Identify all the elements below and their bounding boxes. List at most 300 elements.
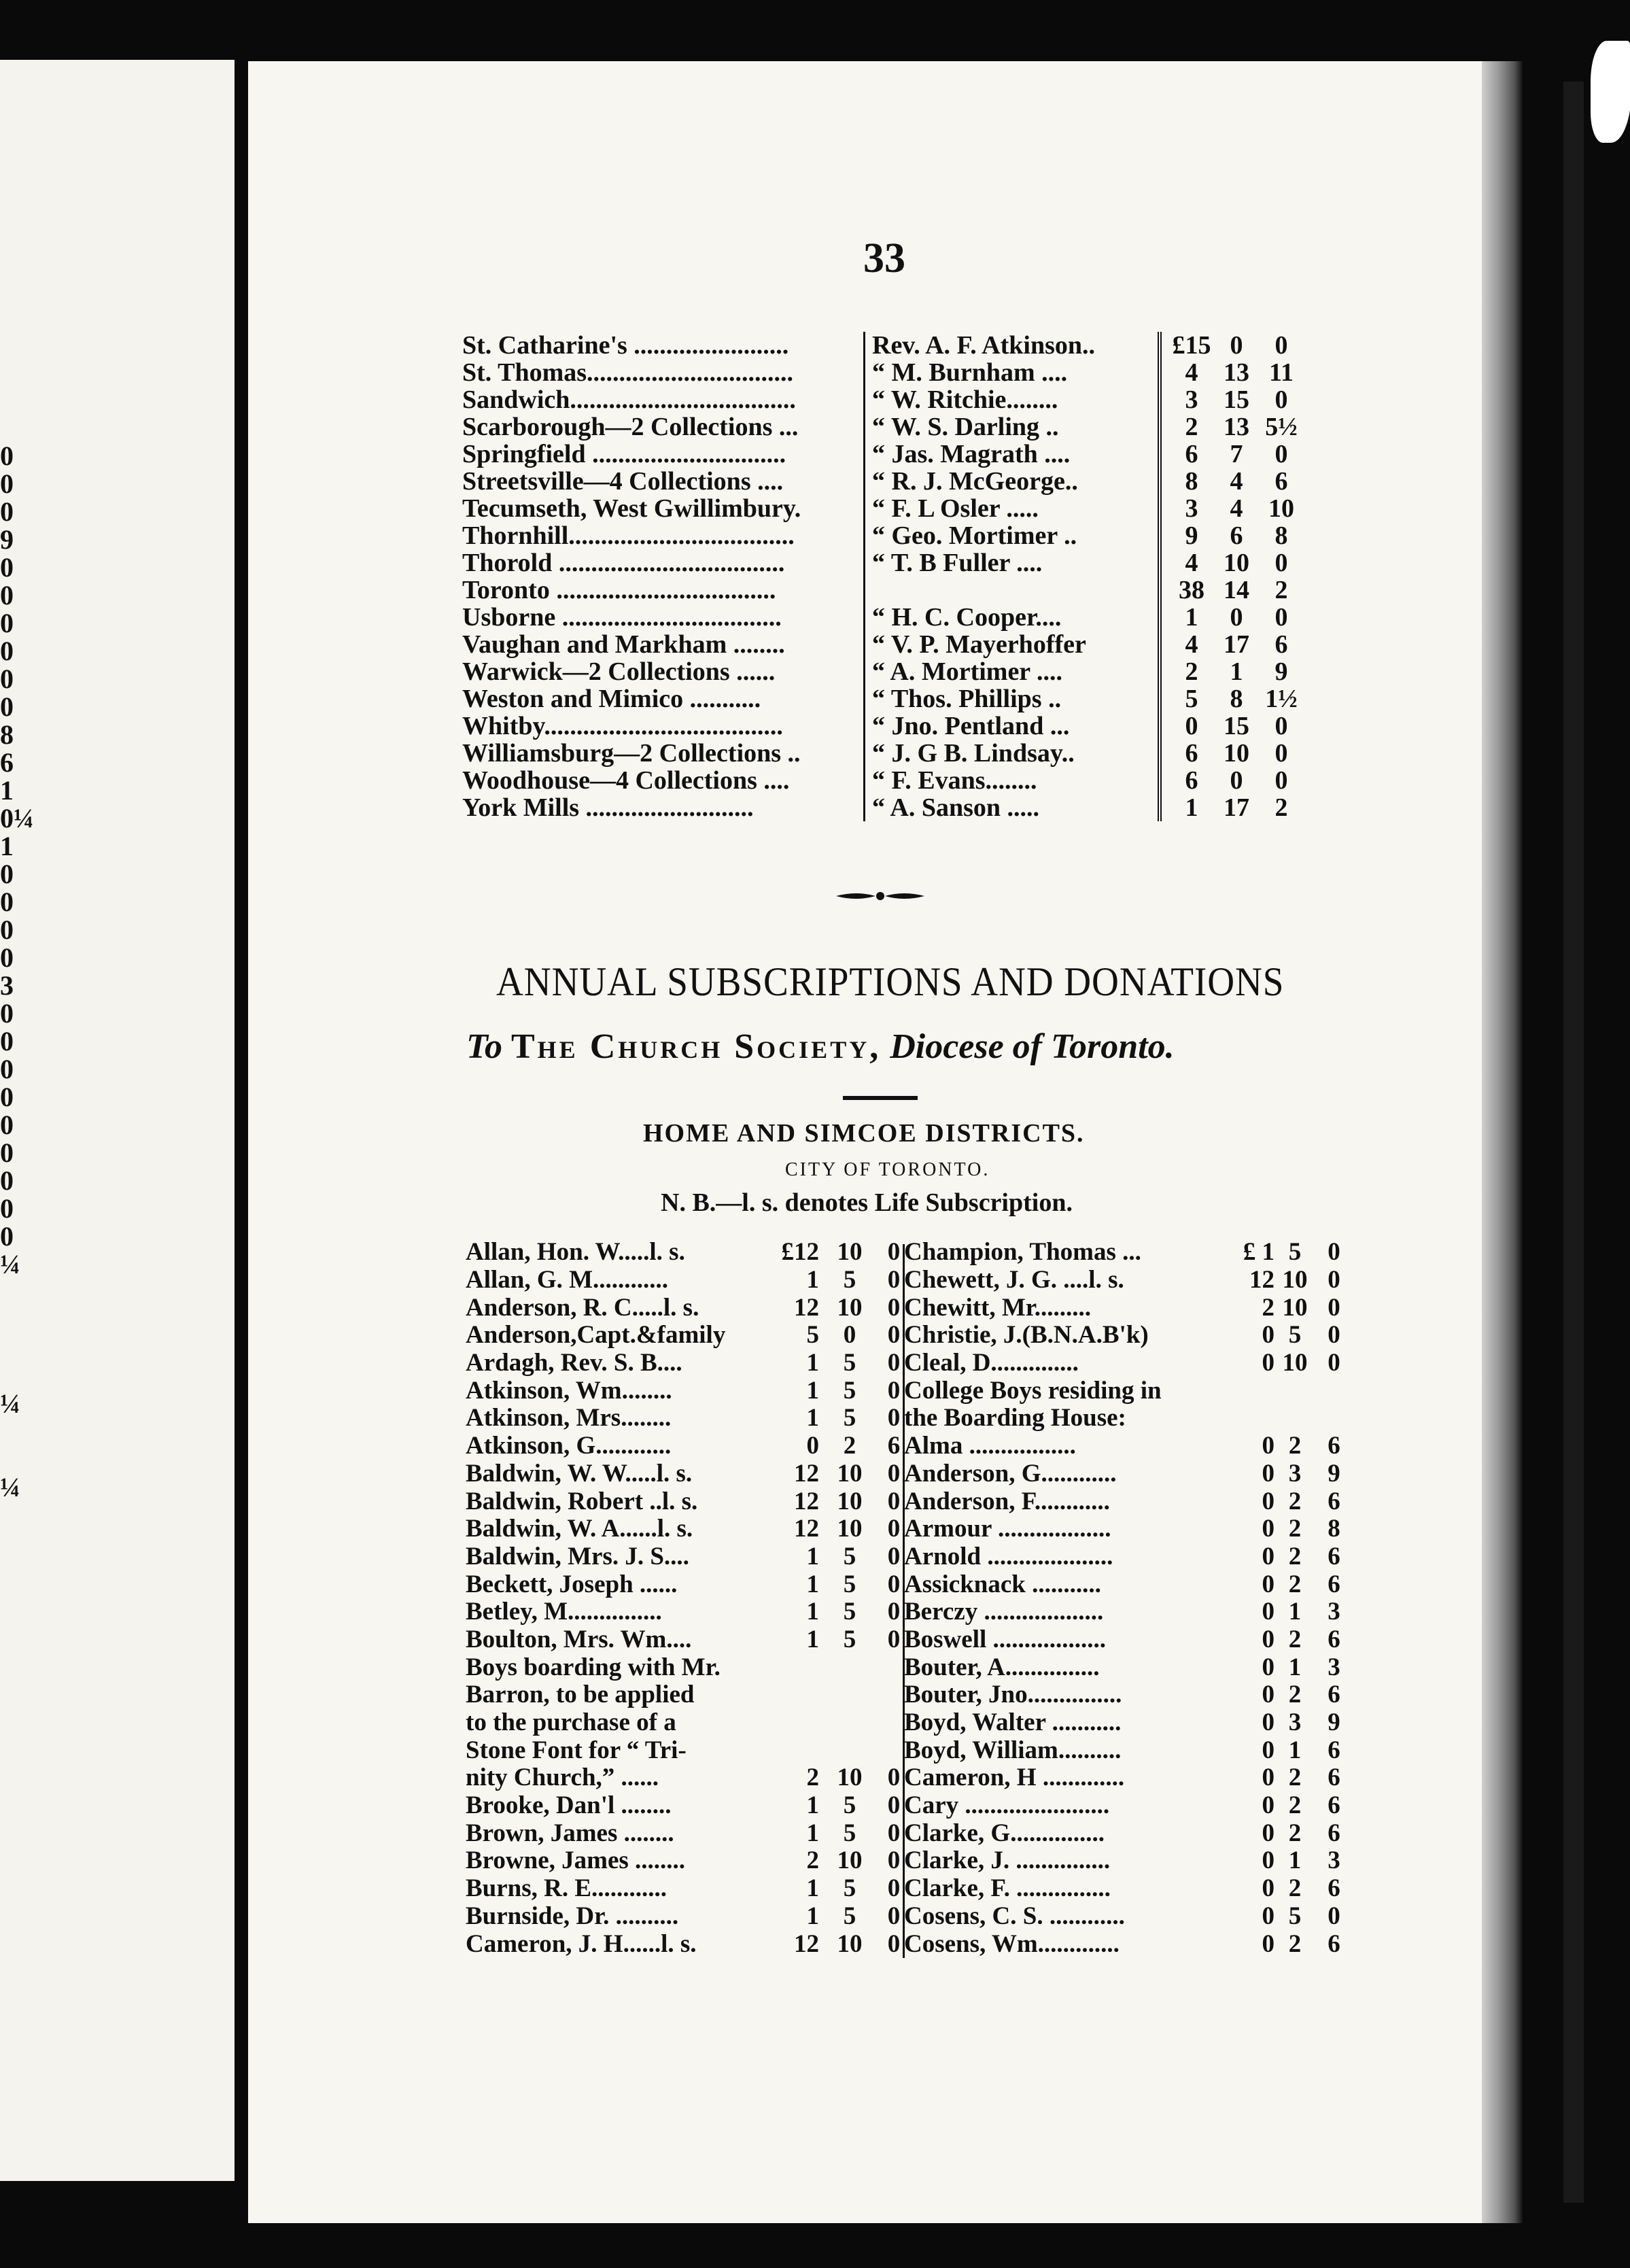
subscriber-amount — [1224, 1294, 1359, 1322]
amount-pounds: 1 — [806, 1376, 819, 1405]
subscriber-name: Chewitt, Mr......... — [904, 1293, 1092, 1322]
amount-pounds: 8 — [1185, 467, 1198, 496]
edge-figure — [0, 1334, 27, 1362]
subscriber-name: Allan, G. M............ — [466, 1266, 669, 1294]
subscriber-name: Baldwin, W. A......l. s. — [466, 1515, 693, 1543]
parish-place: Tecumseth, West Gwillimbury. — [462, 494, 801, 523]
amount-pounds: 2 — [806, 1764, 819, 1792]
parish-amount — [1160, 767, 1311, 794]
amount-shillings: 5 — [843, 1819, 856, 1847]
amount-pounds: 0 — [1262, 1681, 1274, 1709]
subscriber-name: Beckett, Joseph ...... — [466, 1570, 678, 1598]
amount-shillings: 14 — [1224, 576, 1249, 604]
parish-place: Thornhill................................... — [462, 521, 795, 550]
amount-pounds: 4 — [1185, 549, 1198, 577]
parish-amount — [1160, 685, 1311, 712]
subscriber-name: Atkinson, G............ — [466, 1432, 672, 1460]
amount-shillings: 10 — [1224, 549, 1249, 577]
subscriber-row — [466, 1488, 918, 1515]
amount-shillings: 10 — [837, 1846, 863, 1875]
subscriber-row — [466, 1432, 918, 1460]
subscriber-row — [904, 1405, 1359, 1432]
amount-pence: 0 — [1274, 440, 1288, 468]
amount-shillings: 3 — [1288, 1459, 1302, 1488]
amount-pence: 0 — [1274, 766, 1288, 795]
parish-row — [462, 712, 1311, 740]
subscriber-amount — [765, 1570, 918, 1598]
amount-pounds: 6 — [1185, 766, 1198, 795]
subscriber-amount — [765, 1322, 918, 1350]
parish-minister: “ Geo. Mortimer .. — [865, 522, 1160, 549]
subscriber-row — [466, 1350, 918, 1377]
amount-pence: 0 — [1328, 1293, 1340, 1322]
parish-minister: “ H. C. Cooper.... — [865, 604, 1160, 631]
section-subheading — [466, 1027, 1175, 1067]
amount-pence: 0 — [887, 1570, 901, 1598]
subscriber-amount — [765, 1709, 918, 1737]
amount-pounds: 0 — [1262, 1598, 1274, 1626]
edge-figure — [0, 1278, 27, 1306]
parish-amount — [1160, 740, 1311, 767]
amount-pence: 6 — [1328, 1681, 1340, 1709]
subscriptions-right-column — [904, 1239, 1359, 1958]
subscriber-name: Betley, M............... — [466, 1598, 662, 1626]
parish-amount — [1160, 604, 1311, 631]
parish-collections-table — [462, 332, 1311, 821]
parish-amount — [1160, 522, 1311, 549]
amount-pence: 0 — [1274, 549, 1288, 577]
subscriber-row — [466, 1653, 918, 1681]
subscriber-name: Cleal, D.............. — [904, 1349, 1079, 1377]
amount-pounds: 0 — [1262, 1459, 1274, 1488]
amount-pence: 6 — [1328, 1736, 1340, 1764]
subscriber-row — [904, 1626, 1359, 1654]
parish-minister: “ M. Burnham .... — [865, 359, 1160, 386]
subscriber-name: Anderson, G............ — [904, 1459, 1117, 1488]
edge-figure: 0 — [0, 580, 14, 611]
amount-shillings: 10 — [837, 1238, 863, 1267]
amount-pounds: 0 — [1262, 1432, 1274, 1460]
amount-pounds: 3 — [1185, 385, 1198, 414]
subscriber-name: Christie, J.(B.N.A.B'k) — [904, 1321, 1149, 1350]
amount-pence: 6 — [1328, 1819, 1340, 1847]
amount-pounds: 0 — [1262, 1515, 1274, 1543]
edge-figure: 6 — [0, 747, 14, 778]
subscriber-amount — [1224, 1875, 1359, 1903]
subscriber-amount — [1224, 1598, 1359, 1626]
subscriber-row — [904, 1709, 1359, 1737]
edge-figure: ¼ — [0, 1472, 20, 1502]
subscriber-row — [466, 1322, 918, 1350]
subscriber-name: Assicknack ........... — [904, 1570, 1101, 1598]
amount-pounds: 1 — [806, 1349, 819, 1377]
subscriber-row — [466, 1570, 918, 1598]
subscriber-amount — [1224, 1515, 1359, 1543]
amount-shillings: 13 — [1224, 358, 1249, 387]
amount-pence: 6 — [1328, 1791, 1340, 1820]
edge-figure: 0 — [0, 1193, 14, 1224]
subscriber-name: Browne, James ........ — [466, 1846, 686, 1875]
amount-pounds: 0 — [1262, 1929, 1274, 1958]
amount-pence: 0 — [887, 1846, 901, 1875]
subscriber-amount — [1224, 1792, 1359, 1820]
subscriber-amount — [1224, 1322, 1359, 1350]
subscriber-row — [904, 1515, 1359, 1543]
subscriber-amount — [765, 1764, 918, 1792]
amount-shillings: 15 — [1224, 385, 1249, 414]
subscriber-name: Baldwin, Robert ..l. s. — [466, 1487, 698, 1515]
subscriber-row — [466, 1847, 918, 1875]
subscriber-name: Atkinson, Mrs........ — [466, 1404, 672, 1432]
amount-shillings: 2 — [1288, 1929, 1302, 1958]
subscriber-row — [466, 1819, 918, 1847]
subscriber-row — [904, 1460, 1359, 1488]
amount-pence: 0 — [887, 1293, 901, 1322]
amount-shillings: 5 — [843, 1874, 856, 1903]
subscriber-amount — [1224, 1350, 1359, 1377]
parish-minister: “ J. G B. Lindsay.. — [865, 740, 1160, 767]
amount-pounds: 2 — [806, 1846, 819, 1875]
amount-pence: 6 — [1274, 467, 1288, 496]
subscriber-row — [466, 1736, 918, 1764]
subscriber-row — [466, 1239, 918, 1267]
amount-shillings: 4 — [1230, 467, 1243, 496]
subscriber-amount — [1224, 1543, 1359, 1571]
edge-figure: 0 — [0, 1026, 14, 1056]
amount-shillings: 0 — [1230, 766, 1243, 795]
amount-shillings: 2 — [1288, 1432, 1302, 1460]
subscriber-name: Cosens, Wm............. — [904, 1929, 1120, 1958]
edge-figure: 0 — [0, 608, 14, 638]
subscriber-row — [904, 1792, 1359, 1820]
parish-place: Toronto .................................. — [462, 576, 776, 604]
subscriber-amount — [1224, 1764, 1359, 1792]
amount-pounds: £12 — [781, 1238, 819, 1267]
subscriber-name: Brown, James ........ — [466, 1819, 674, 1847]
edge-figure: 0 — [0, 468, 14, 499]
subscriber-amount — [1224, 1239, 1359, 1267]
subscriber-row — [904, 1377, 1359, 1405]
amount-pounds: 5 — [1185, 685, 1198, 713]
subscriber-name: Anderson, R. C.....l. s. — [466, 1293, 699, 1322]
subscriber-row — [904, 1764, 1359, 1792]
subscriber-name: Anderson, F............ — [904, 1487, 1110, 1515]
subscriber-name: Chewett, J. G. ....l. s. — [904, 1266, 1124, 1294]
amount-pounds: 0 — [1262, 1625, 1274, 1653]
amount-shillings: 1 — [1288, 1846, 1302, 1875]
subheading-to: To — [466, 1027, 502, 1066]
amount-pence: 6 — [1328, 1432, 1340, 1460]
parish-amount — [1160, 631, 1311, 658]
parish-place: Woodhouse—4 Collections .... — [462, 766, 790, 795]
subscriber-row — [904, 1432, 1359, 1460]
amount-pence: 0 — [887, 1764, 901, 1792]
edge-figure: 0 — [0, 859, 14, 889]
amount-pence: 0 — [1274, 603, 1288, 632]
subscriber-row — [904, 1681, 1359, 1709]
subscriber-amount — [765, 1350, 918, 1377]
parish-place: Weston and Mimico ........... — [462, 685, 761, 713]
parish-minister: “ R. J. McGeorge.. — [865, 468, 1160, 495]
parish-row — [462, 359, 1311, 386]
parish-place: Vaughan and Markham ........ — [462, 630, 785, 659]
edge-figure: 9 — [0, 524, 14, 555]
amount-pounds: 1 — [806, 1404, 819, 1432]
subscriber-name: Champion, Thomas ... — [904, 1238, 1141, 1267]
facing-page — [0, 60, 235, 2181]
amount-pounds: 0 — [1262, 1819, 1274, 1847]
subscriber-amount — [1224, 1267, 1359, 1294]
amount-pence: 0 — [1274, 712, 1288, 740]
amount-shillings: 2 — [1288, 1874, 1302, 1903]
amount-shillings: 2 — [1288, 1625, 1302, 1653]
edge-figure — [0, 1306, 27, 1334]
amount-pounds: 0 — [1262, 1708, 1274, 1737]
subscriber-amount — [765, 1432, 918, 1460]
amount-pounds: 12 — [794, 1515, 819, 1543]
edge-figure: 0 — [0, 942, 14, 973]
amount-shillings: 17 — [1224, 630, 1249, 659]
subscriber-row — [466, 1681, 918, 1709]
subscriber-amount — [765, 1819, 918, 1847]
subscriber-amount — [765, 1405, 918, 1432]
parish-place: St. Catharine's ........................ — [462, 331, 789, 360]
parish-row — [462, 549, 1311, 577]
parish-amount — [1160, 658, 1311, 685]
subscriber-name: Cameron, J. H......l. s. — [466, 1929, 697, 1958]
subscriber-name: Berczy ................... — [904, 1598, 1104, 1626]
amount-pounds: 0 — [1185, 712, 1198, 740]
parish-minister: “ Jno. Pentland ... — [865, 712, 1160, 740]
amount-pence: 6 — [1328, 1542, 1340, 1570]
parish-place: Usborne .................................. — [462, 603, 782, 632]
subscriber-name: Atkinson, Wm........ — [466, 1376, 672, 1405]
subscriber-name: Alma ................. — [904, 1432, 1076, 1460]
parish-row — [462, 495, 1311, 522]
amount-shillings: 5 — [1288, 1902, 1302, 1930]
amount-pence: 9 — [1328, 1459, 1340, 1488]
edge-figure: 1 — [0, 775, 14, 806]
amount-shillings: 5 — [843, 1349, 856, 1377]
parish-row — [462, 685, 1311, 712]
amount-shillings: 5 — [843, 1791, 856, 1820]
amount-pounds: 1 — [806, 1598, 819, 1626]
edge-figure: 0 — [0, 1082, 14, 1112]
page-number: 33 — [863, 235, 905, 281]
amount-shillings: 1 — [1288, 1598, 1302, 1626]
parish-amount — [1160, 549, 1311, 577]
parish-place: St. Thomas................................ — [462, 358, 794, 387]
subscriber-row — [466, 1709, 918, 1737]
parish-amount — [1160, 577, 1311, 604]
ornament-divider-icon — [836, 888, 924, 904]
amount-pence: 5½ — [1265, 413, 1298, 441]
amount-pounds: 2 — [1185, 657, 1198, 686]
parish-row — [462, 441, 1311, 468]
amount-shillings: 2 — [843, 1432, 856, 1460]
amount-pence: 6 — [1328, 1487, 1340, 1515]
parish-place: Warwick—2 Collections ...... — [462, 657, 776, 686]
amount-pounds: 0 — [1262, 1791, 1274, 1820]
edge-figure: ¼ — [0, 1388, 20, 1419]
amount-shillings: 1 — [1288, 1653, 1302, 1681]
amount-shillings: 7 — [1230, 440, 1243, 468]
edge-figure: 0 — [0, 691, 14, 722]
subscriber-amount — [765, 1792, 918, 1820]
subscriber-amount — [765, 1626, 918, 1654]
parish-minister: “ F. L Osler ..... — [865, 495, 1160, 522]
amount-pence: 0 — [887, 1515, 901, 1543]
amount-pence: 0 — [887, 1874, 901, 1903]
amount-pounds: 0 — [1262, 1736, 1274, 1764]
amount-shillings: 6 — [1230, 521, 1243, 550]
amount-pence: 0 — [887, 1266, 901, 1294]
subscriber-name: Clarke, G............... — [904, 1819, 1105, 1847]
amount-shillings: 17 — [1224, 793, 1249, 822]
subscriber-amount — [1224, 1377, 1359, 1405]
amount-shillings: 5 — [843, 1404, 856, 1432]
edge-figure: 0 — [0, 998, 14, 1029]
subscriber-amount — [1224, 1709, 1359, 1737]
amount-pounds: 1 — [806, 1791, 819, 1820]
amount-shillings: 5 — [1288, 1321, 1302, 1350]
subscriber-row — [466, 1792, 918, 1820]
subscriber-row — [466, 1903, 918, 1931]
amount-pounds: 0 — [1262, 1846, 1274, 1875]
edge-figure — [0, 1418, 27, 1445]
edge-figure: 0 — [0, 1137, 14, 1168]
parish-minister: “ Thos. Phillips .. — [865, 685, 1160, 712]
parish-minister: “ T. B Fuller .... — [865, 549, 1160, 577]
subscriber-row — [466, 1515, 918, 1543]
subscriber-amount — [1224, 1405, 1359, 1432]
subscriber-name: Boulton, Mrs. Wm.... — [466, 1625, 692, 1653]
amount-pounds: 1 — [806, 1570, 819, 1598]
amount-pounds: 2 — [1262, 1293, 1274, 1322]
subscriber-amount — [765, 1736, 918, 1764]
amount-shillings: 10 — [837, 1293, 863, 1322]
edge-figure: 0 — [0, 1110, 14, 1140]
edge-figure: 0 — [0, 914, 14, 945]
parish-row — [462, 658, 1311, 685]
amount-pence: 0 — [887, 1625, 901, 1653]
subscriber-amount — [1224, 1460, 1359, 1488]
subscriber-name: Burns, R. E............ — [466, 1874, 667, 1903]
amount-pence: 6 — [1328, 1625, 1340, 1653]
subscriber-name: the Boarding House: — [904, 1404, 1126, 1432]
subscriber-name: Baldwin, Mrs. J. S.... — [466, 1542, 689, 1570]
amount-shillings: 0 — [843, 1321, 856, 1350]
subscriber-amount — [1224, 1930, 1359, 1958]
amount-pounds: 1 — [1185, 793, 1198, 822]
parish-amount — [1160, 794, 1311, 821]
amount-shillings: 5 — [843, 1625, 856, 1653]
subscriber-row — [904, 1294, 1359, 1322]
amount-pounds: 4 — [1185, 630, 1198, 659]
amount-pence: 0 — [887, 1791, 901, 1820]
edge-figure: 0 — [0, 664, 14, 694]
subscriber-row — [904, 1350, 1359, 1377]
amount-pence: 3 — [1328, 1598, 1340, 1626]
parish-row — [462, 522, 1311, 549]
amount-shillings: 2 — [1288, 1542, 1302, 1570]
amount-pence: 0 — [1274, 331, 1288, 360]
amount-shillings: 10 — [837, 1487, 863, 1515]
city-heading: CITY OF TORONTO. — [785, 1159, 990, 1180]
subscriber-row — [904, 1267, 1359, 1294]
parish-minister: “ Jas. Magrath .... — [865, 441, 1160, 468]
subscriber-name: nity Church,” ...... — [466, 1764, 659, 1792]
subscriber-name: Bouter, Jno............... — [904, 1681, 1122, 1709]
edge-figure: 1 — [0, 831, 14, 861]
subscriber-name: to the purchase of a — [466, 1708, 676, 1737]
edge-figure: 0¼ — [0, 803, 34, 834]
edge-figure — [0, 1362, 27, 1390]
subscriber-amount — [1224, 1903, 1359, 1931]
amount-pence: 0 — [1328, 1266, 1340, 1294]
subscriber-name: Clarke, J. ............... — [904, 1846, 1111, 1875]
amount-pounds: 0 — [1262, 1653, 1274, 1681]
subscriber-row — [466, 1405, 918, 1432]
amount-pounds: 0 — [1262, 1487, 1274, 1515]
subscriber-name: Cameron, H ............. — [904, 1764, 1125, 1792]
subscriber-row — [904, 1903, 1359, 1931]
edge-figure: 0 — [0, 1054, 14, 1084]
amount-pounds: 0 — [1262, 1764, 1274, 1792]
parish-row — [462, 386, 1311, 413]
subscriber-name: Burnside, Dr. .......... — [466, 1902, 679, 1930]
subscriber-name: Anderson,Capt.&family — [466, 1321, 726, 1350]
subscriber-name: Brooke, Dan'l ........ — [466, 1791, 672, 1820]
amount-pence: 0 — [887, 1376, 901, 1405]
subscriber-amount — [765, 1930, 918, 1958]
subscriber-amount — [765, 1681, 918, 1709]
parish-minister: Rev. A. F. Atkinson.. — [865, 332, 1160, 359]
parish-minister: “ A. Mortimer .... — [865, 658, 1160, 685]
amount-pounds: £ 1 — [1243, 1238, 1274, 1267]
amount-pence: 0 — [887, 1459, 901, 1488]
subscriber-amount — [765, 1488, 918, 1515]
parish-row — [462, 468, 1311, 495]
subscriber-row — [466, 1930, 918, 1958]
amount-pounds: 9 — [1185, 521, 1198, 550]
amount-shillings: 10 — [837, 1459, 863, 1488]
parish-place: Whitby..................................... — [462, 712, 783, 740]
amount-shillings: 2 — [1288, 1764, 1302, 1792]
subscriber-row — [904, 1488, 1359, 1515]
book-spine — [1482, 61, 1523, 2223]
parish-row — [462, 604, 1311, 631]
parish-place: Sandwich................................... — [462, 385, 796, 414]
scan-blank-mark — [1591, 41, 1630, 143]
amount-pence: 6 — [1328, 1874, 1340, 1903]
subscriber-row — [904, 1930, 1359, 1958]
amount-shillings: 5 — [843, 1266, 856, 1294]
amount-shillings: 10 — [1282, 1293, 1308, 1322]
amount-pounds: 12 — [794, 1459, 819, 1488]
parish-amount — [1160, 359, 1311, 386]
amount-pence: 0 — [1328, 1238, 1340, 1267]
subscriber-name: Allan, Hon. W.....l. s. — [466, 1238, 685, 1267]
subscriber-row — [466, 1626, 918, 1654]
amount-pence: 0 — [887, 1349, 901, 1377]
amount-shillings: 10 — [837, 1515, 863, 1543]
subscriber-name: Boyd, Walter ........... — [904, 1708, 1122, 1737]
amount-pounds: 12 — [794, 1293, 819, 1322]
amount-shillings: 0 — [1230, 603, 1243, 632]
amount-shillings: 1 — [1288, 1736, 1302, 1764]
amount-pounds: 38 — [1179, 576, 1204, 604]
